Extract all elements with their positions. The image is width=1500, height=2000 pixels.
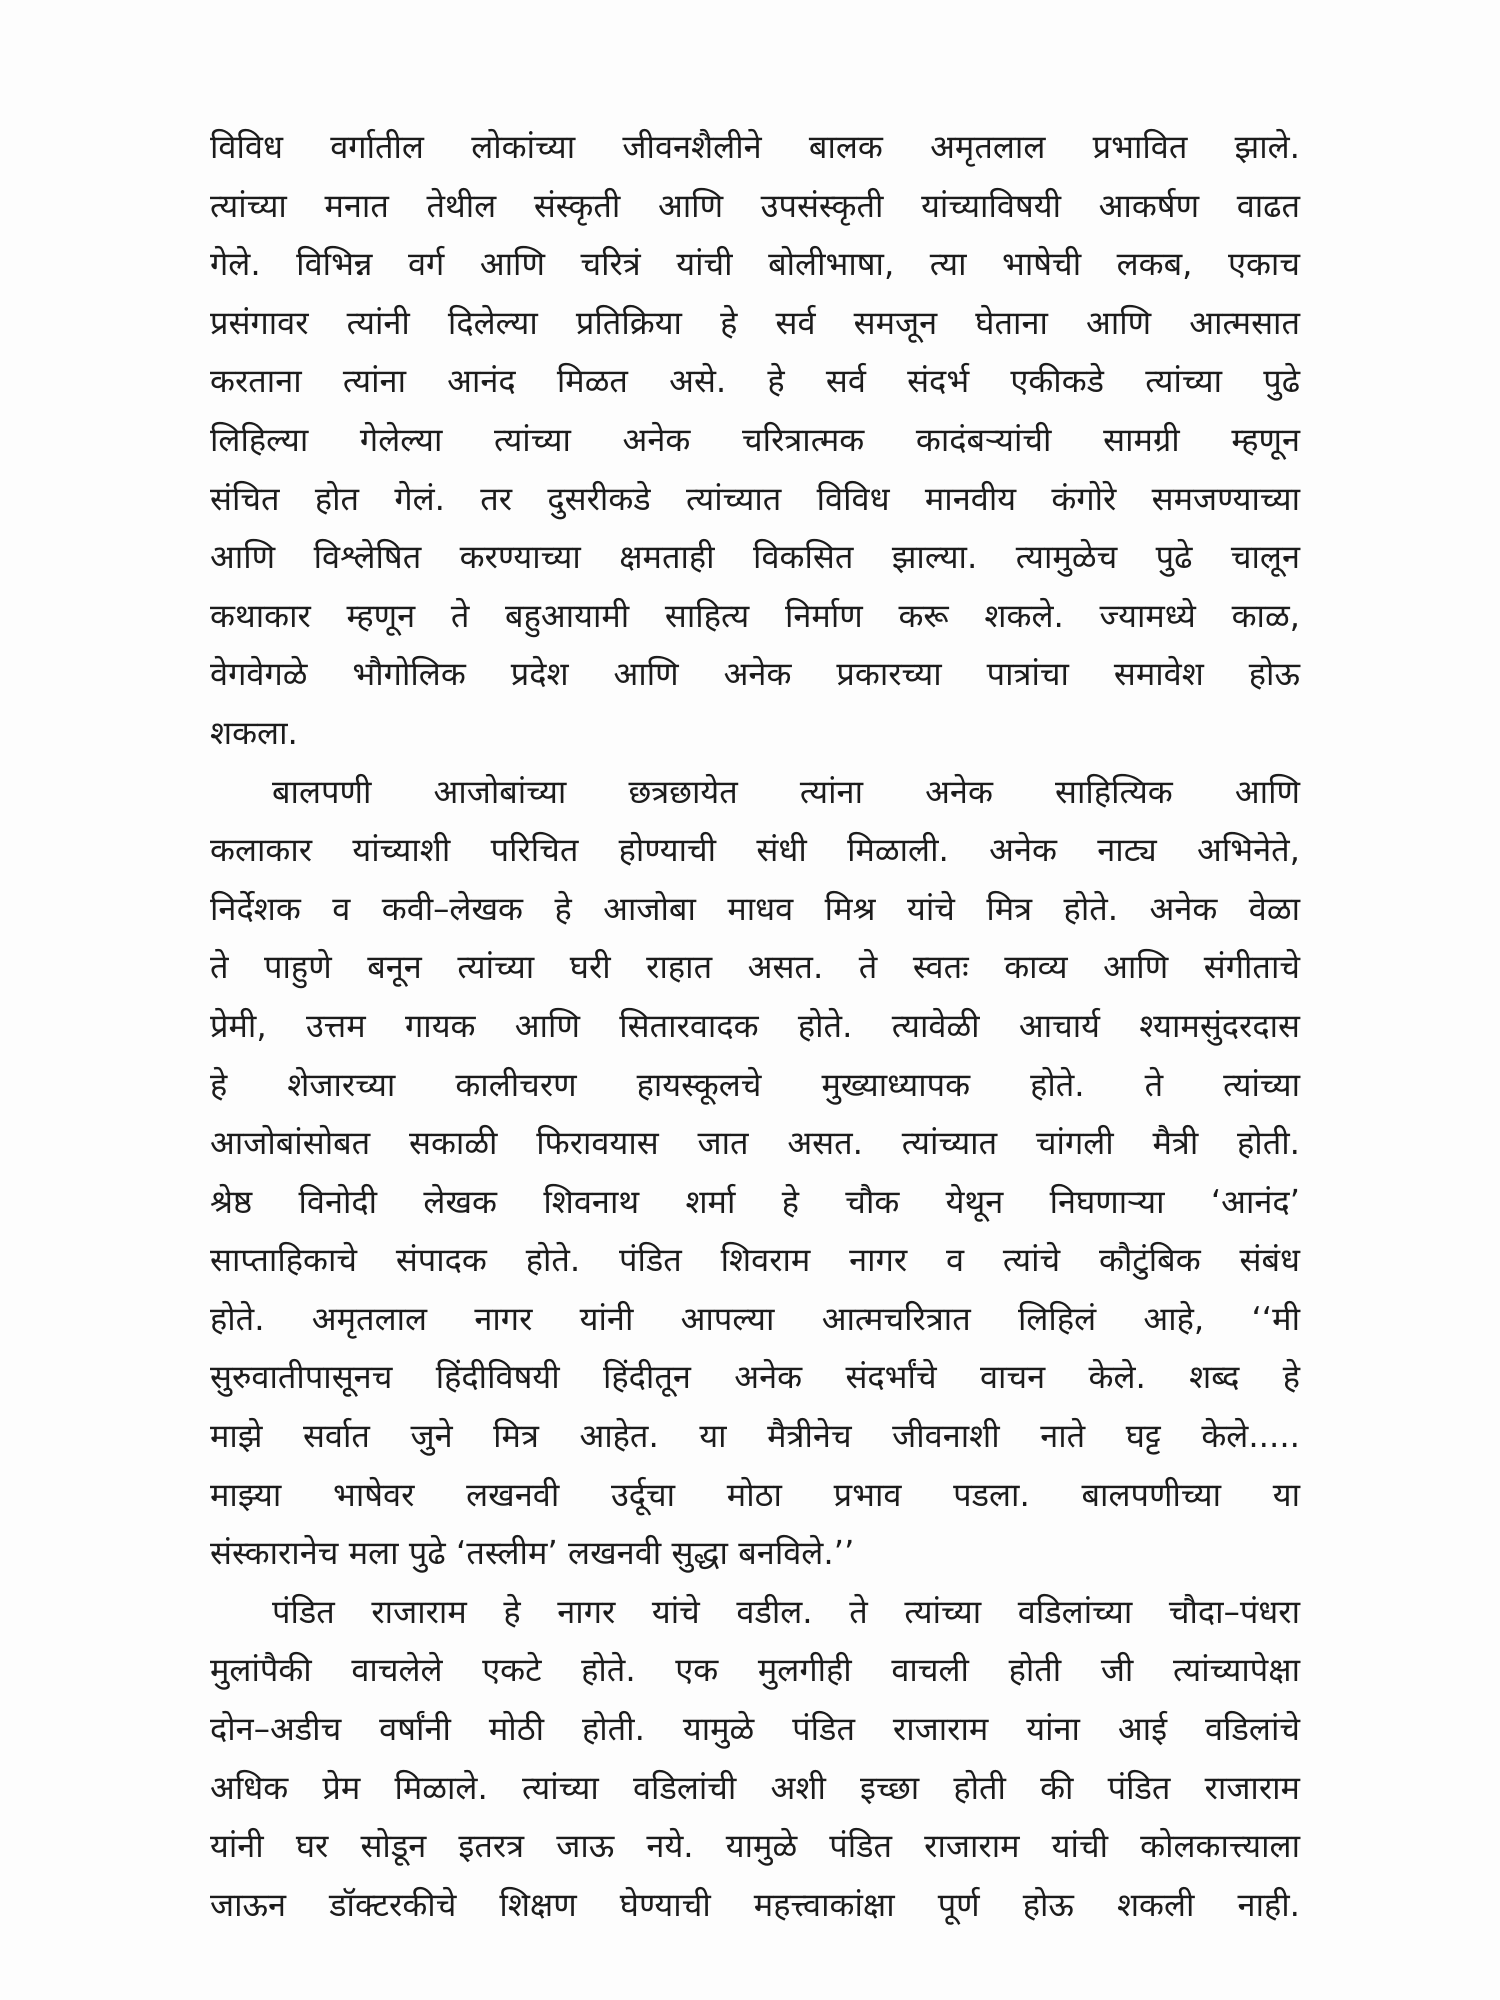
text-line: प्रसंगावर त्यांनी दिलेल्या प्रतिक्रिया हे सर्व समजून घेताना आणि आत्मसात bbox=[210, 303, 1300, 342]
text-line: हे शेजारच्या कालीचरण हायस्कूलचे मुख्याध्यापक होते. ते त्यांच्या bbox=[210, 1065, 1300, 1104]
text-line: कलाकार यांच्याशी परिचित होण्याची संधी मिळाली. अनेक नाट्य अभिनेते, bbox=[210, 831, 1300, 870]
text-line: वेगवेगळे भौगोलिक प्रदेश आणि अनेक प्रकारच्या पात्रांचा समावेश होऊ bbox=[210, 655, 1300, 694]
text-line: पंडित राजाराम हे नागर यांचे वडील. ते त्यांच्या वडिलांच्या चौदा–पंधरा bbox=[272, 1592, 1300, 1631]
text-line: प्रेमी, उत्तम गायक आणि सितारवादक होते. त्यावेळी आचार्य श्यामसुंदरदास bbox=[210, 1006, 1300, 1045]
paragraph-1 bbox=[210, 118, 1300, 763]
text-line: ते पाहुणे बनून त्यांच्या घरी राहात असत. ते स्वतः काव्य आणि संगीताचे bbox=[210, 948, 1300, 987]
text-line: त्यांच्या मनात तेथील संस्कृती आणि उपसंस्कृती यांच्याविषयी आकर्षण वाढत bbox=[210, 186, 1300, 225]
text-line: साप्ताहिकाचे संपादक होते. पंडित शिवराम नागर व त्यांचे कौटुंबिक संबंध bbox=[210, 1241, 1300, 1280]
text-line: होते. अमृतलाल नागर यांनी आपल्या आत्मचरित्रात लिहिलं आहे, ‘‘मी bbox=[210, 1299, 1300, 1338]
text-line: विविध वर्गातील लोकांच्या जीवनशैलीने बालक अमृतलाल प्रभावित झाले. bbox=[210, 128, 1300, 166]
paragraph-3 bbox=[210, 1583, 1300, 1935]
text-line: गेले. विभिन्न वर्ग आणि चरित्रं यांची बोलीभाषा, त्या भाषेची लकब, एकाच bbox=[210, 245, 1300, 284]
text-line: संचित होत गेलं. तर दुसरीकडे त्यांच्यात विविध मानवीय कंगोरे समजण्याच्या bbox=[210, 479, 1300, 518]
text-line: माझे सर्वात जुने मित्र आहेत. या मैत्रीनेच जीवनाशी नाते घट्ट केले..... bbox=[210, 1417, 1300, 1456]
text-line: आणि विश्लेषित करण्याच्या क्षमताही विकसित झाल्या. त्यामुळेच पुढे चालून bbox=[210, 538, 1300, 577]
text-line: माझ्या भाषेवर लखनवी उर्दूचा मोठा प्रभाव पडला. बालपणीच्या या bbox=[210, 1475, 1300, 1514]
text-line: श्रेष्ठ विनोदी लेखक शिवनाथ शर्मा हे चौक येथून निघणाऱ्या ‘आनंद’ bbox=[210, 1182, 1300, 1221]
text-line: लिहिल्या गेलेल्या त्यांच्या अनेक चरित्रात्मक कादंबऱ्यांची सामग्री म्हणून bbox=[210, 420, 1300, 459]
text-line: यांनी घर सोडून इतरत्र जाऊ नये. यामुळे पंडित राजाराम यांची कोलकात्त्याला bbox=[210, 1827, 1300, 1866]
text-line: मुलांपैकी वाचलेले एकटे होते. एक मुलगीही वाचली होती जी त्यांच्यापेक्षा bbox=[210, 1651, 1300, 1690]
text-line: आजोबांसोबत सकाळी फिरावयास जात असत. त्यांच्यात चांगली मैत्री होती. bbox=[210, 1124, 1300, 1163]
text-line: जाऊन डॉक्टरकीचे शिक्षण घेण्याची महत्त्वाकांक्षा पूर्ण होऊ शकली नाही. bbox=[210, 1885, 1300, 1924]
text-line: अधिक प्रेम मिळाले. त्यांच्या वडिलांची अशी इच्छा होती की पंडित राजाराम bbox=[210, 1768, 1300, 1807]
text-line: दोन–अडीच वर्षांनी मोठी होती. यामुळे पंडित राजाराम यांना आई वडिलांचे bbox=[210, 1710, 1300, 1749]
body-text bbox=[210, 118, 1300, 1934]
paragraph-2 bbox=[210, 763, 1300, 1583]
text-line: निर्देशक व कवी–लेखक हे आजोबा माधव मिश्र यांचे मित्र होते. अनेक वेळा bbox=[210, 889, 1300, 928]
text-line: बालपणी आजोबांच्या छत्रछायेत त्यांना अनेक साहित्यिक आणि bbox=[272, 772, 1300, 811]
text-line: शकला. bbox=[210, 713, 298, 752]
text-line: सुरुवातीपासूनच हिंदीविषयी हिंदीतून अनेक संदर्भांचे वाचन केले. शब्द हे bbox=[210, 1358, 1300, 1397]
text-line: संस्कारानेच मला पुढे ‘तस्लीम’ लखनवी सुद्धा बनविले.’’ bbox=[210, 1534, 855, 1573]
text-line: करताना त्यांना आनंद मिळत असे. हे सर्व संदर्भ एकीकडे त्यांच्या पुढे bbox=[210, 362, 1300, 401]
text-line: कथाकार म्हणून ते बहुआयामी साहित्य निर्माण करू शकले. ज्यामध्ये काळ, bbox=[210, 596, 1300, 635]
